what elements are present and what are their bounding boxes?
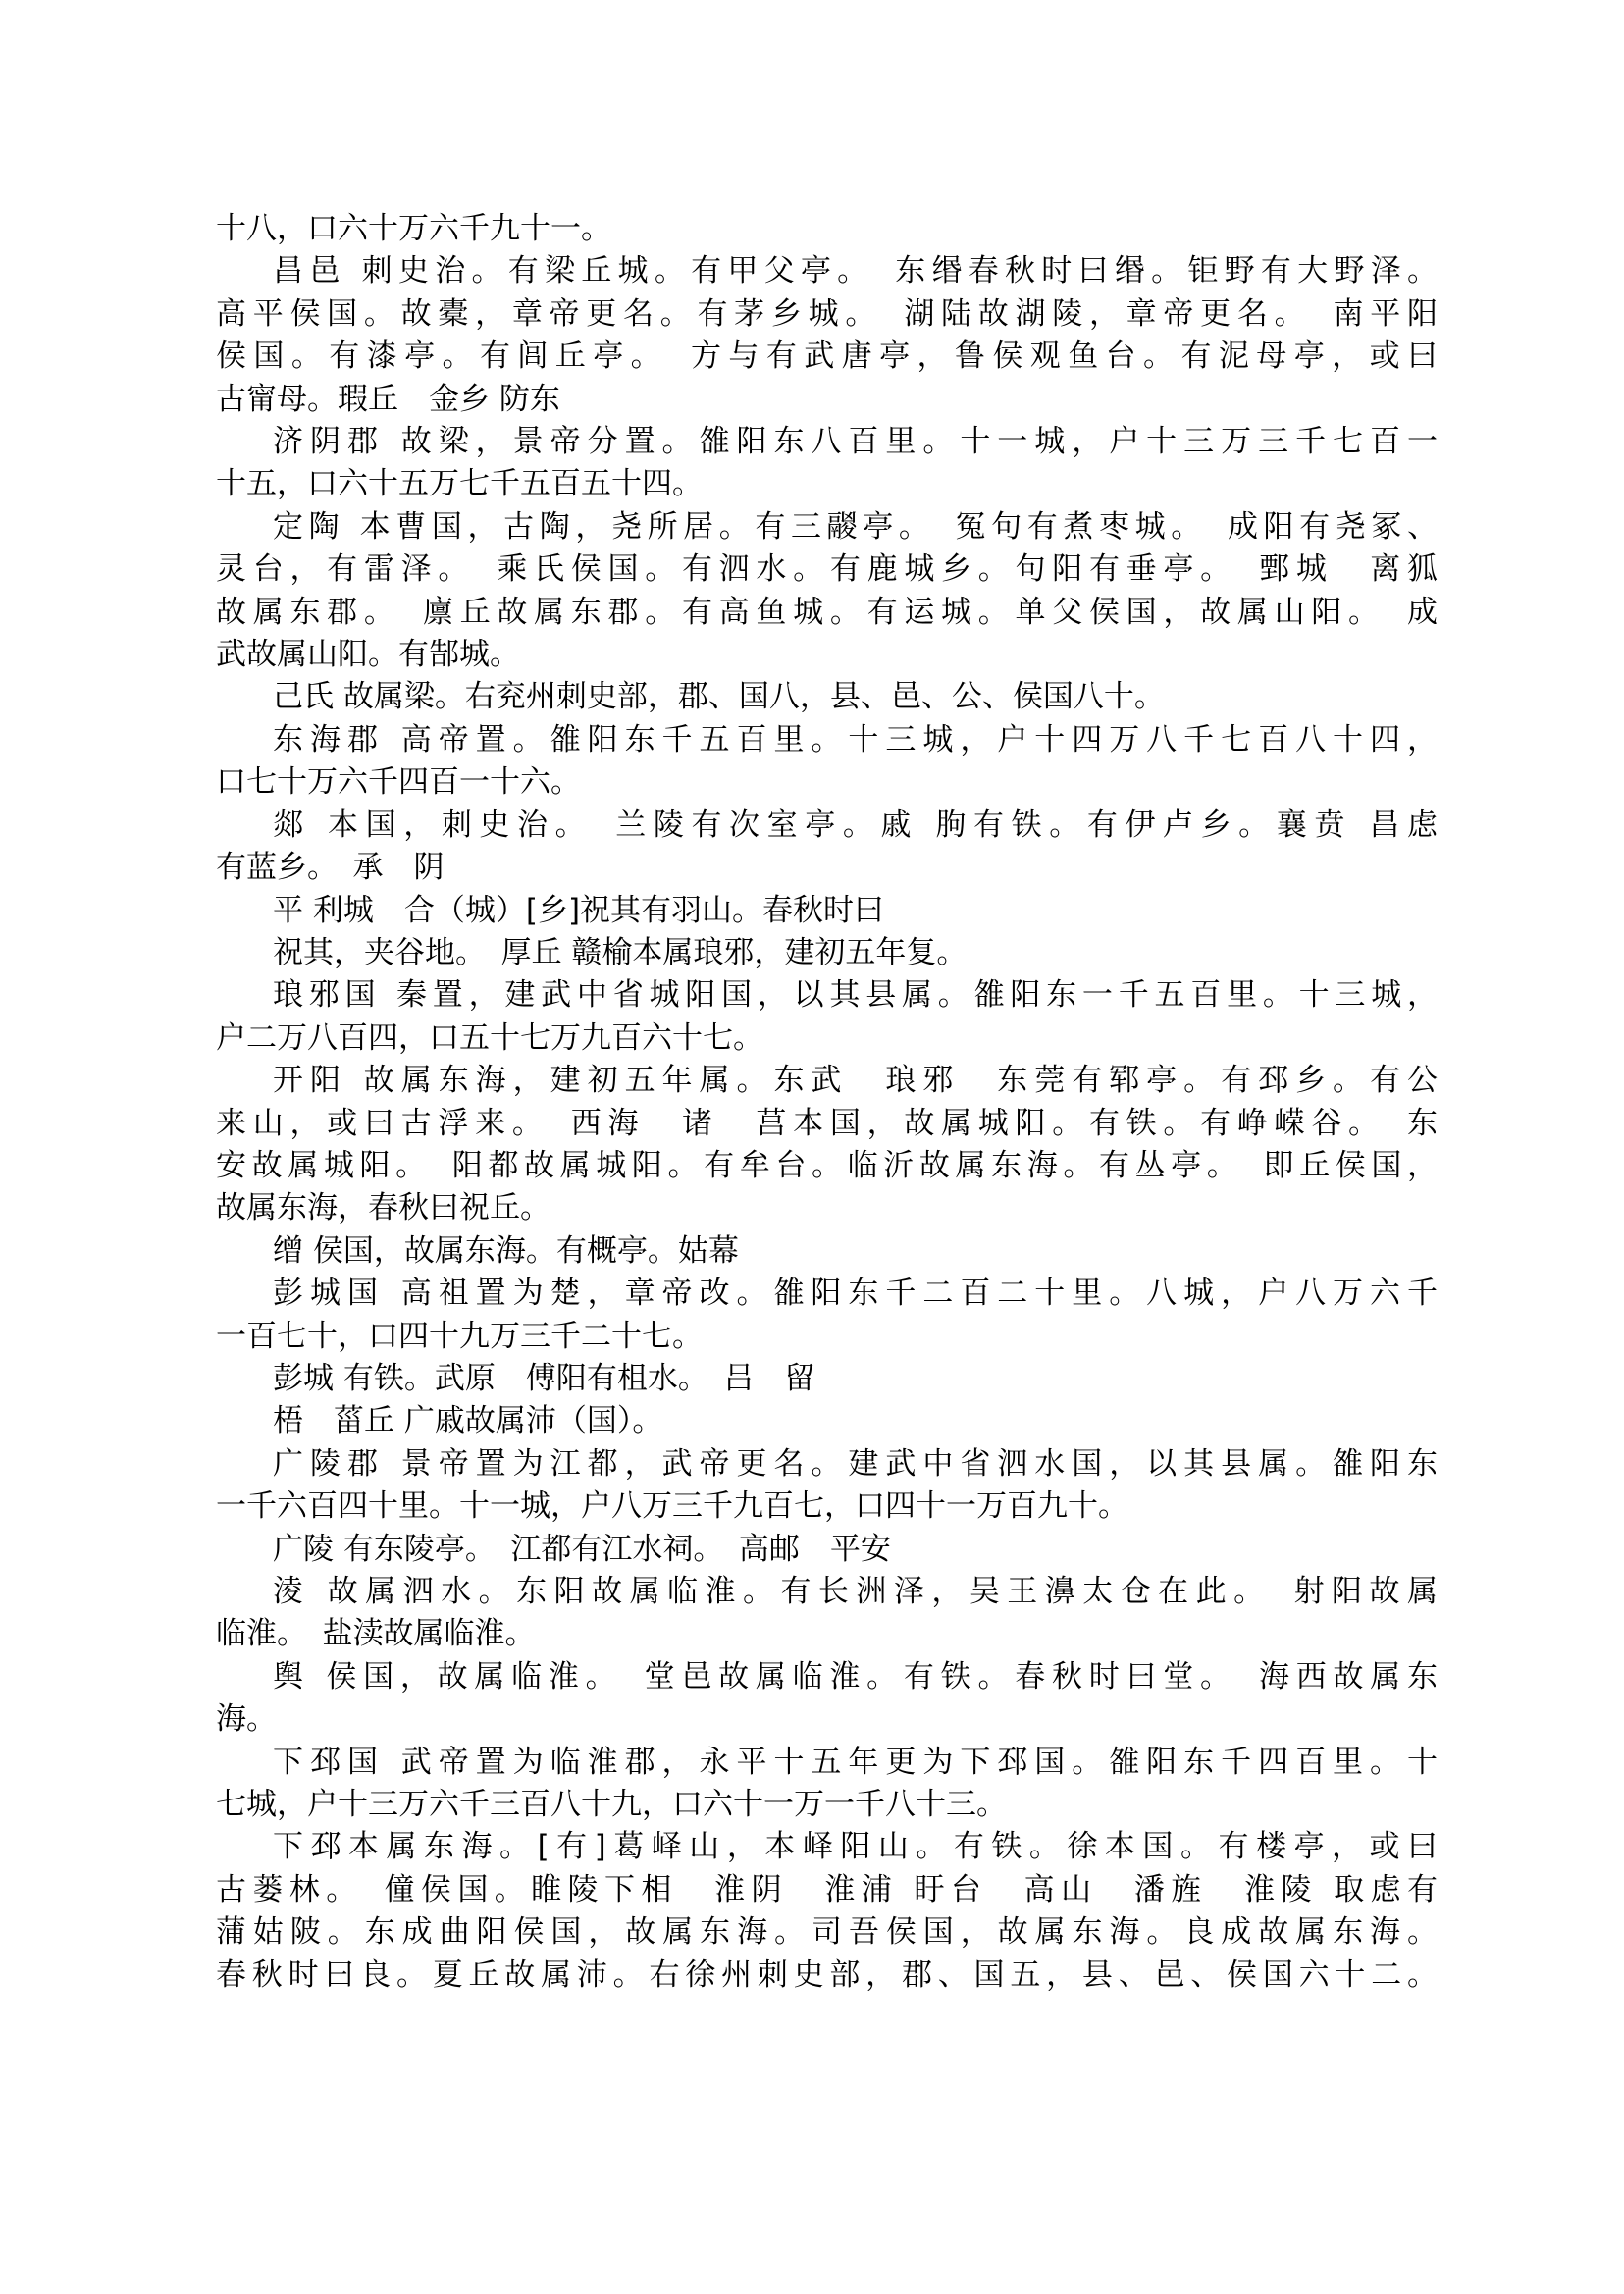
- text-line: 祝其，夹谷地。 厚丘 赣榆本属琅邪，建初五年复。: [273, 934, 968, 970]
- text-line: 故属东海，春秋曰祝丘。: [216, 1190, 550, 1226]
- text-line: 灵台，有雷泽。 乘氏侯国。有泗水。有鹿城乡。句阳有垂亭。 鄄城 离狐: [216, 551, 1438, 588]
- text-line: 下邳本属东海。[有]葛峄山，本峄阳山。有铁。徐本国。有楼亭，或曰: [273, 1829, 1438, 1865]
- text-line: 古甯母。瑕丘 金乡 防东: [216, 381, 560, 417]
- text-line: 武故属山阳。有郜城。: [216, 637, 520, 673]
- text-line: 故属东郡。 廪丘故属东郡。有高鱼城。有运城。单父侯国，故属山阳。 成: [216, 594, 1438, 630]
- text-line: 济阴郡 故梁，景帝分置。雒阳东八百里。十一城，户十三万三千七百一: [273, 424, 1438, 460]
- text-line: 彭城国 高祖置为楚，章帝改。雒阳东千二百二十里。八城，户八万六千: [273, 1276, 1438, 1312]
- text-line: 一百七十，口四十九万三千二十七。: [216, 1318, 703, 1354]
- text-line: 一千六百四十里。十一城，户八万三千九百七，口四十一万百九十。: [216, 1488, 1128, 1525]
- text-line: 开阳 故属东海，建初五年属。东武 琅邪 东莞有郓亭。有邳乡。有公: [273, 1063, 1438, 1099]
- text-line: 昌邑 刺史治。有梁丘城。有甲父亭。 东缗春秋时曰缗。钜野有大野泽。: [273, 253, 1438, 289]
- text-line: 有蓝乡。 承 阴: [216, 850, 445, 886]
- text-line: 户二万八百四，口五十七万九百六十七。: [216, 1019, 763, 1056]
- text-line: 十八，口六十万六千九十一。: [216, 211, 611, 246]
- text-line: 侯国。有漆亭。有闾丘亭。 方与有武唐亭，鲁侯观鱼台。有泥母亭，或曰: [216, 339, 1438, 375]
- text-line: 平 利城 合（城）[乡]祝其有羽山。春秋时曰: [273, 892, 885, 928]
- text-line: 口七十万六千四百一十六。: [216, 764, 581, 801]
- text-line: 梧 菑丘 广戚故属沛（国）。: [273, 1403, 663, 1439]
- text-line: 下邳国 武帝置为临淮郡，永平十五年更为下邳国。雒阳东千四百里。十: [273, 1744, 1438, 1780]
- text-line: 春秋时曰良。夏丘故属沛。右徐州刺史部，郡、国五，县、邑、侯国六十二。: [216, 1956, 1438, 1993]
- text-line: 淩 故属泗水。东阳故属临淮。有长洲泽，吴王濞太仓在此。 射阳故属: [273, 1574, 1438, 1609]
- text-line: 来山，或曰古浮来。 西海 诸 莒本国，故属城阳。有铁。有峥嵘谷。 东: [216, 1105, 1438, 1141]
- text-line: 己氏 故属梁。右兖州刺史部，郡、国八，县、邑、公、侯国八十。: [273, 679, 1165, 715]
- text-line: 琅邪国 秦置，建武中省城阳国，以其县属。雒阳东一千五百里。十三城，: [273, 977, 1438, 1014]
- text-line: 古蒌林。 僮侯国。睢陵下相 淮阴 淮浦 盱台 高山 潘旌 淮陵 取虑有: [216, 1871, 1438, 1907]
- text-line: 彭城 有铁。武原 傅阳有柤水。 吕 留: [273, 1360, 815, 1396]
- text-line: 高平侯国。故橐，章帝更名。有茅乡城。 湖陆故湖陵，章帝更名。 南平阳: [216, 295, 1438, 332]
- text-line: 安故属城阳。 阳都故属城阳。有牟台。临沂故属东海。有丛亭。 即丘侯国，: [216, 1147, 1438, 1183]
- text-line: 广陵 有东陵亭。 江都有江水祠。 高邮 平安: [273, 1531, 891, 1567]
- text-line: 蒲姑陂。东成曲阳侯国，故属东海。司吾侯国，故属东海。良成故属东海。: [216, 1914, 1438, 1951]
- text-line: 郯 本国，刺史治。 兰陵有次室亭。戚 朐有铁。有伊卢乡。襄贲 昌虑: [273, 807, 1438, 843]
- text-line: 临淮。 盐渎故属临淮。: [216, 1616, 536, 1652]
- text-line: 定陶 本曹国，古陶，尧所居。有三鬷亭。 冤句有煮枣城。 成阳有尧冢、: [273, 508, 1438, 545]
- text-line: 舆 侯国，故属临淮。 堂邑故属临淮。有铁。春秋时曰堂。 海西故属东: [273, 1658, 1438, 1694]
- text-line: 十五，口六十五万七千五百五十四。: [216, 466, 703, 502]
- text-line: 广陵郡 景帝置为江都，武帝更名。建武中省泗水国，以其县属。雒阳东: [273, 1445, 1438, 1482]
- text-block: [216, 208, 1438, 1997]
- text-line: 东海郡 高帝置。雒阳东千五百里。十三城，户十四万八千七百八十四，: [273, 721, 1438, 757]
- text-line: 七城，户十三万六千三百八十九，口六十一万一千八十三。: [216, 1787, 1007, 1823]
- text-line: 海。: [216, 1701, 277, 1738]
- text-line: 缯 侯国，故属东海。有概亭。姑幕: [273, 1232, 739, 1269]
